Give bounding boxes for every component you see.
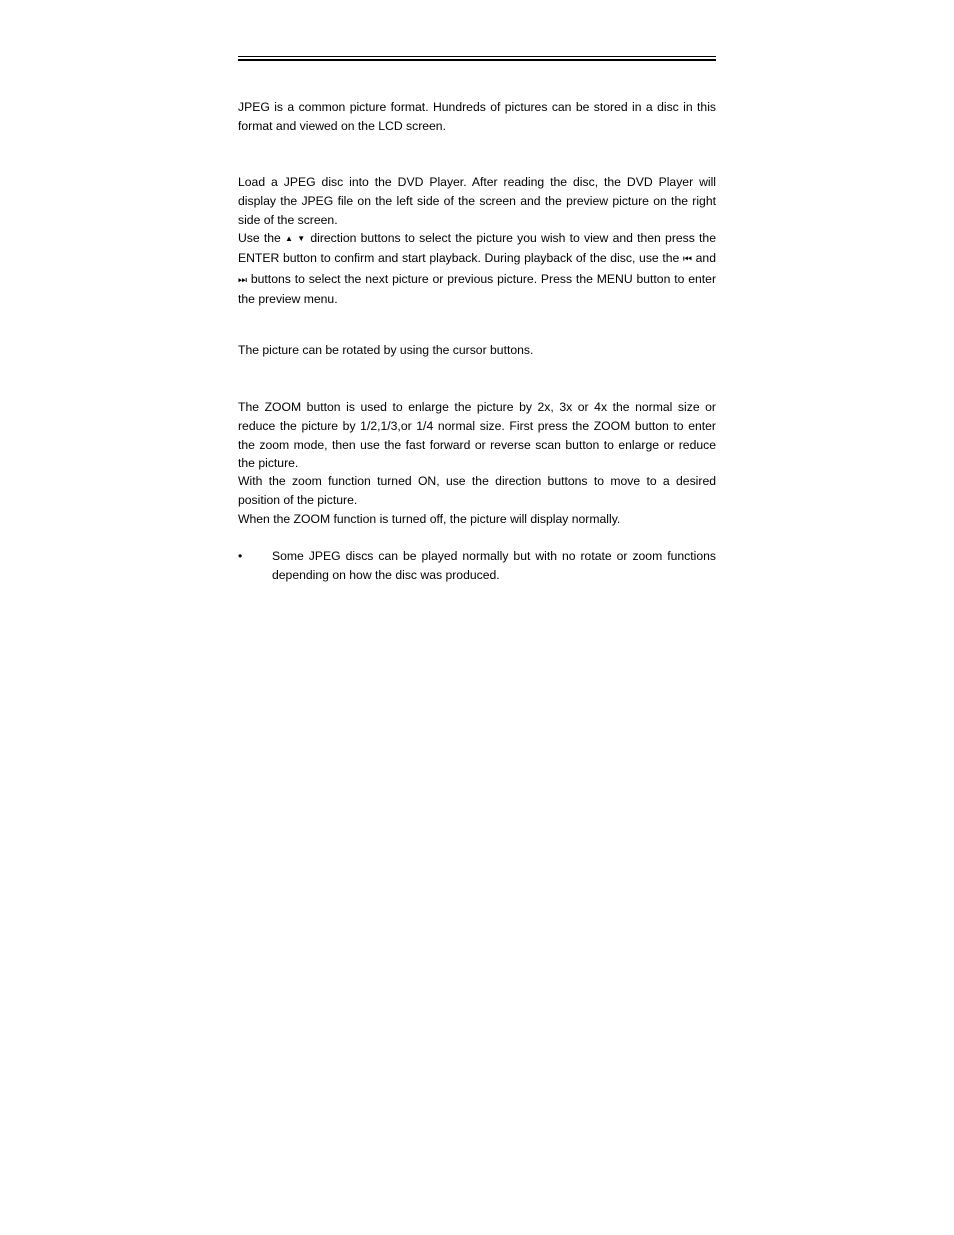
header-rule-thin xyxy=(238,56,716,57)
note-text: Some JPEG discs can be played normally but with no rotate or zoom functions depending on how the disc was produced. xyxy=(272,549,716,582)
load-paragraph: Load a JPEG disc into the DVD Player. After reading the disc, the DVD Player will display the JPEG file on the left side of the screen and the preview picture on the right side of the screen. xyxy=(238,175,716,227)
nav-text-prefix: Use the xyxy=(238,231,281,245)
intro-paragraph: JPEG is a common picture format. Hundreds of pictures can be stored in a disc in this format and viewed on the LCD screen. xyxy=(238,100,716,133)
header-rule-thick xyxy=(238,59,716,61)
zoom-paragraph: The ZOOM button is used to enlarge the picture by 2x, 3x or 4x the normal size or reduce the picture by 1/2,1/3,or 1/4 normal size. First press the ZOOM button to enter the zoom mode, then use the fast forward or reverse scan button to enlarge or reduce the picture. xyxy=(238,400,716,471)
nav-text-suffix: buttons to select the next picture or previous picture. Press the MENU button to enter the preview menu. xyxy=(238,271,716,307)
skip-next-icon: ⏭ xyxy=(238,274,247,286)
skip-previous-icon: ⏮ xyxy=(682,253,692,265)
bullet-icon: • xyxy=(238,549,243,563)
nav-text-and: and xyxy=(695,250,716,265)
zoom-move-paragraph: With the zoom function turned ON, use the direction buttons to move to a desired position of the picture. xyxy=(238,474,716,507)
navigation-paragraph xyxy=(238,229,716,309)
rotate-paragraph: The picture can be rotated by using the cursor buttons. xyxy=(238,343,534,357)
nav-text-middle: direction buttons to select the picture you wish to view and then press the ENTER button to confirm and start playback. During playback of the disc, use the xyxy=(238,231,716,265)
zoom-off-paragraph: When the ZOOM function is turned off, the picture will display normally. xyxy=(238,512,621,526)
up-down-arrow-icon: ▲ ▼ xyxy=(285,234,307,243)
